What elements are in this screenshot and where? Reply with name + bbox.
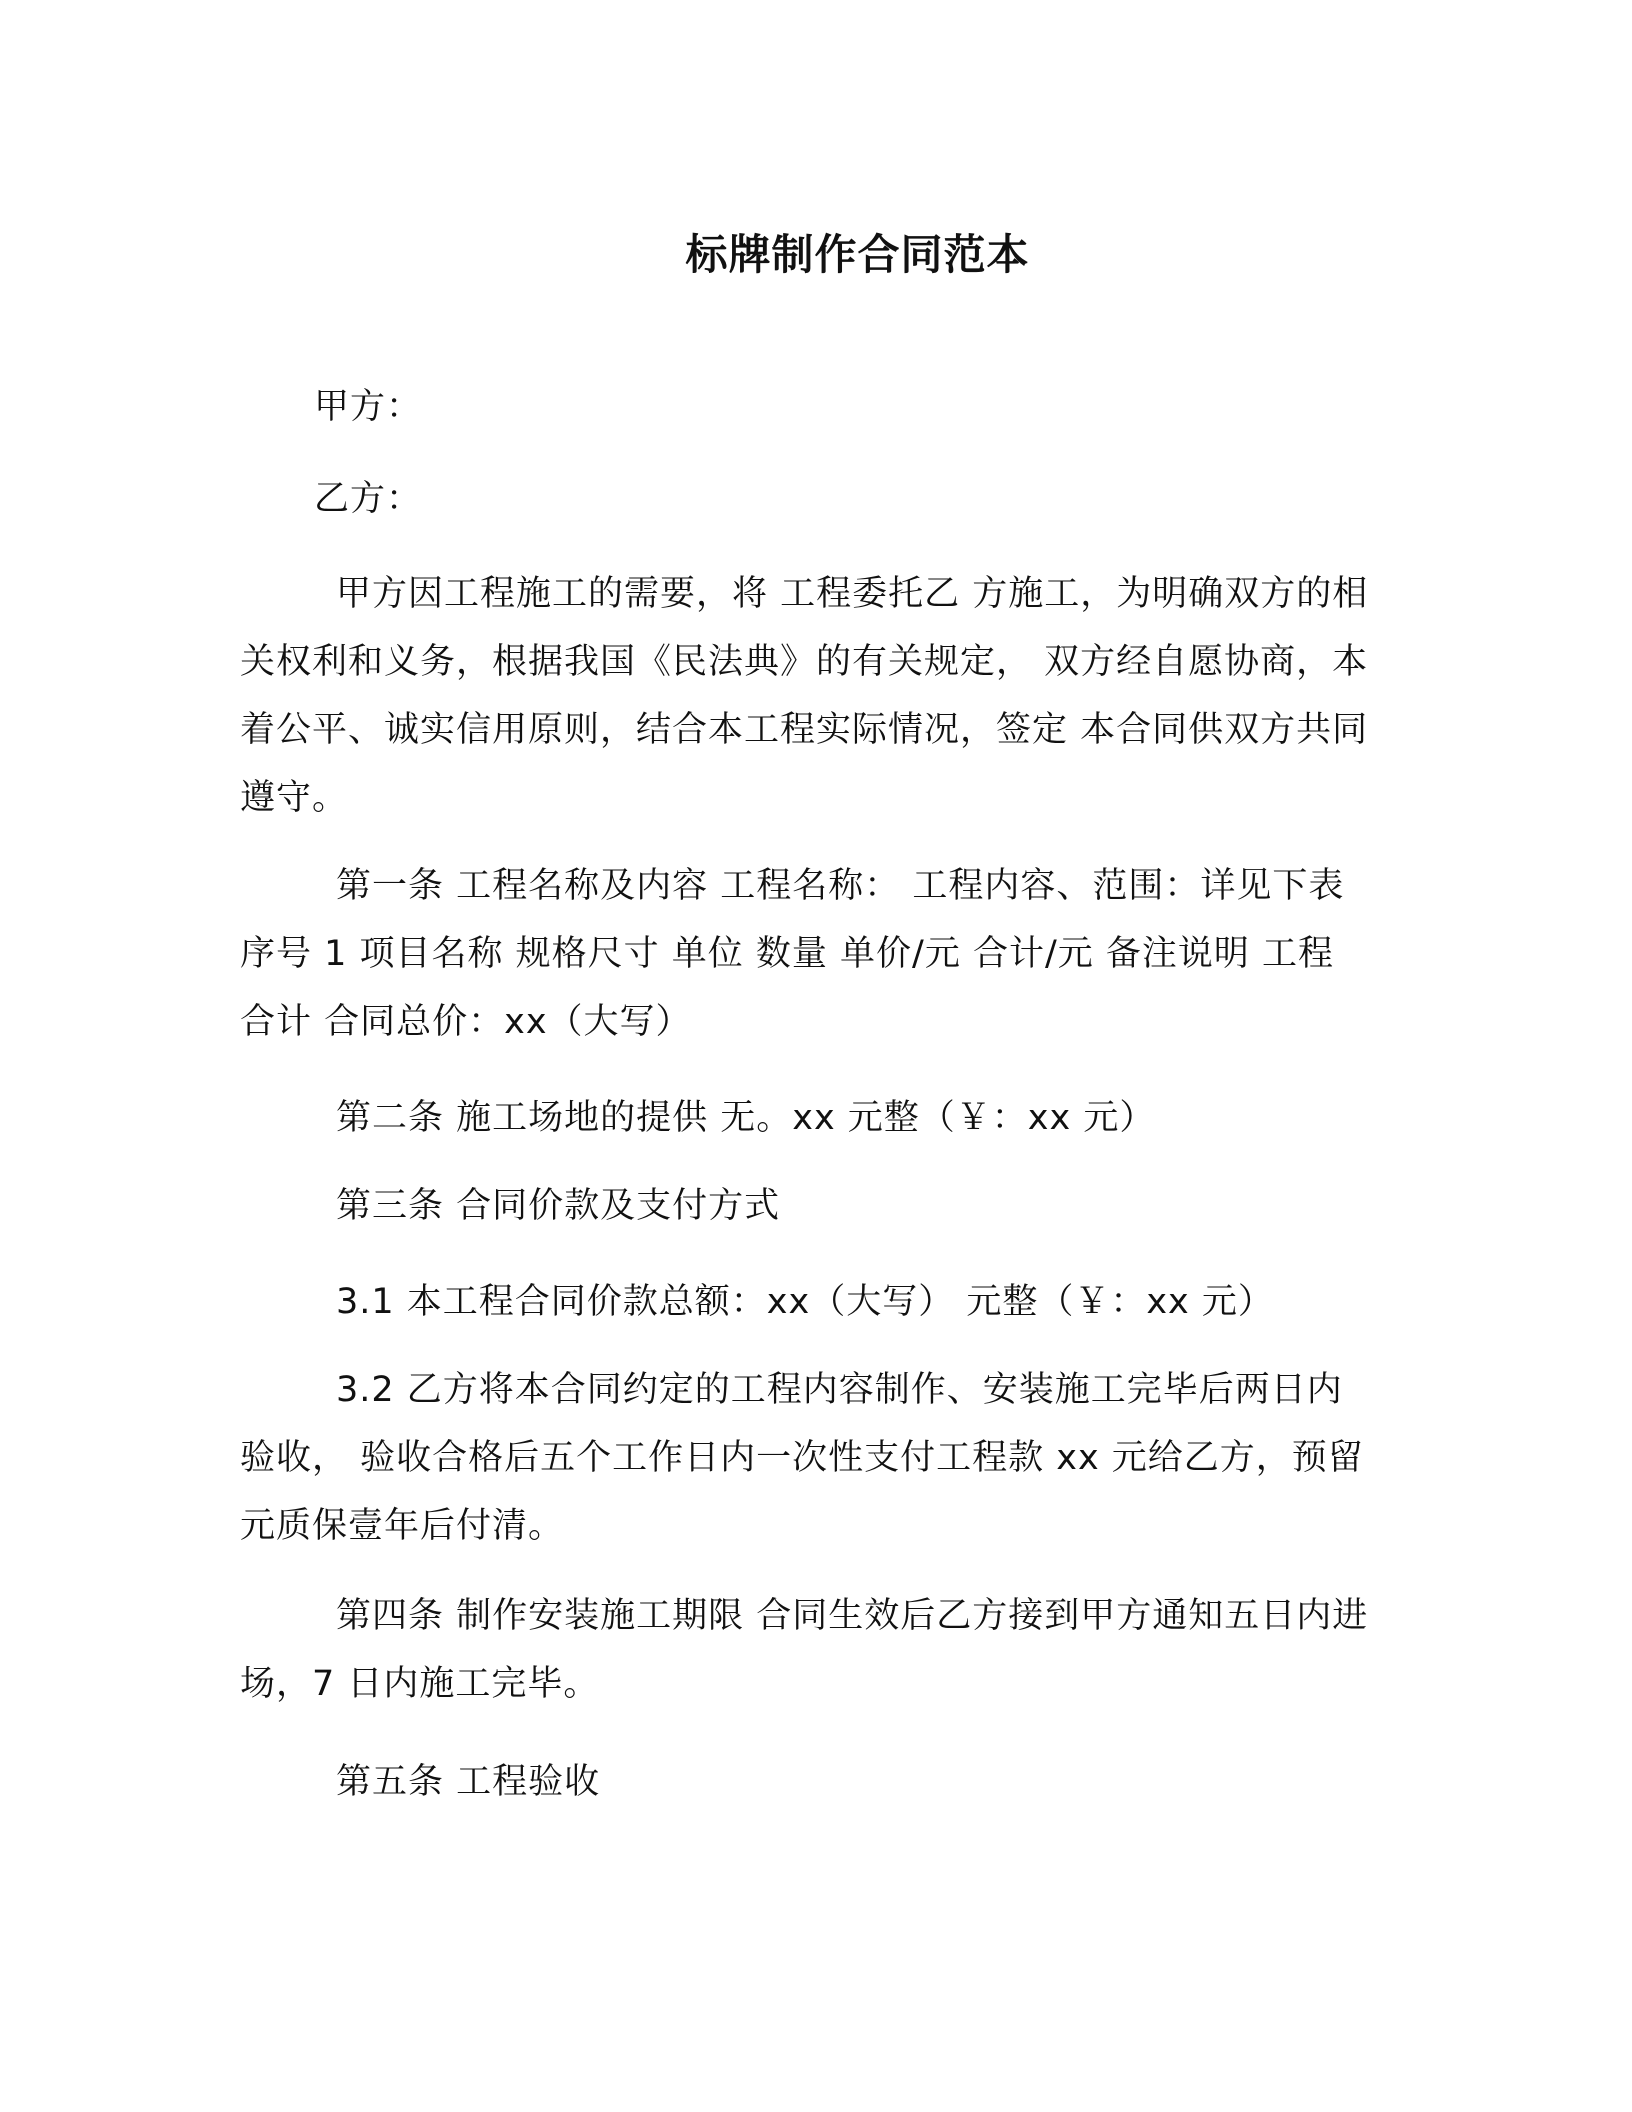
- intro-paragraph: 甲方因工程施工的需要，将 工程委托乙 方施工，为明确双方的相关权利和义务，根据我国《民法典》的有关规定， 双方经自愿协商，本着公平、诚实信用原则，结合本工程实际情况，签定 本合同供双方共同遵守。: [240, 574, 1369, 818]
- document-title: 标牌制作合同范本: [685, 230, 1030, 279]
- article-5-heading: 第五条 工程验收: [336, 1762, 601, 1802]
- party-a-label: 甲方：: [314, 387, 423, 427]
- clause-3-1-paragraph: 3.1 本工程合同价款总额：xx（大写） 元整（￥：xx 元）: [336, 1282, 1274, 1322]
- article-2-paragraph: 第二条 施工场地的提供 无。xx 元整（￥：xx 元）: [336, 1098, 1156, 1138]
- party-b-label: 乙方：: [314, 479, 423, 519]
- article-1-paragraph: 第一条 工程名称及内容 工程名称： 工程内容、范围：详见下表序号 1 项目名称 规格尺寸 单位 数量 单价/元 合计/元 备注说明 工程 合计 合同总价：xx（大写）: [240, 866, 1345, 1042]
- article-3-heading: 第三条 合同价款及支付方式: [336, 1186, 781, 1226]
- article-4-paragraph: 第四条 制作安装施工期限 合同生效后乙方接到甲方通知五日内进场，7 日内施工完毕。: [240, 1596, 1369, 1704]
- clause-3-2-paragraph: 3.2 乙方将本合同约定的工程内容制作、安装施工完毕后两日内验收， 验收合格后五个工作日内一次性支付工程款 xx 元给乙方，预留元质保壹年后付清。: [240, 1370, 1364, 1546]
